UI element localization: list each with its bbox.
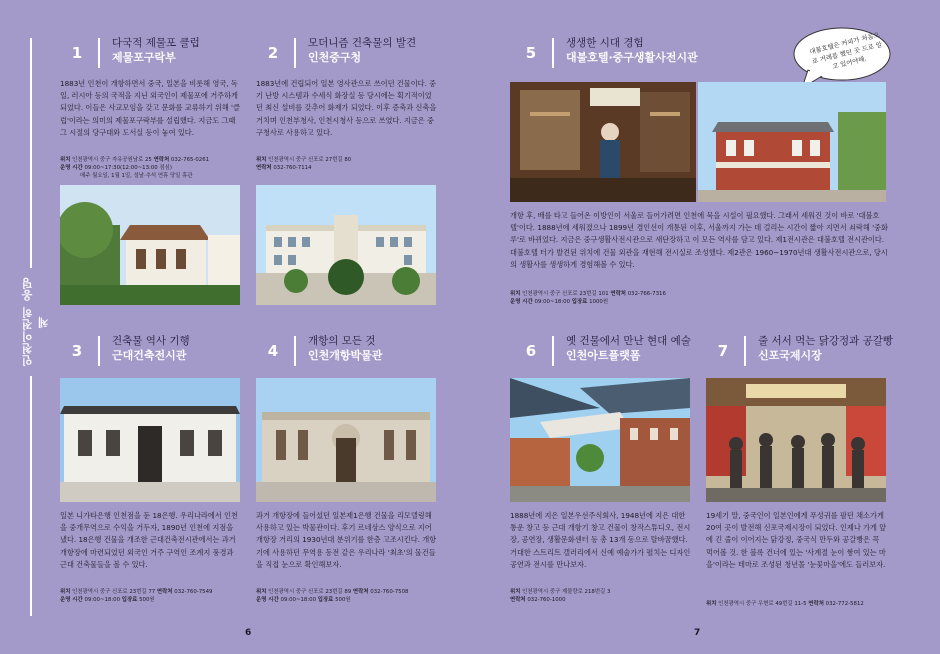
section-title: 대불호텔·중구생활사전시관 <box>566 51 698 64</box>
section-6-header <box>520 334 691 366</box>
section-number: 7 <box>717 342 729 360</box>
daebul-interior-photo <box>510 82 696 202</box>
section-subtitle: 다국적 제물포 클럽 <box>112 37 200 49</box>
section-subtitle: 줄 서서 먹는 닭강정과 공갈빵 <box>758 335 894 347</box>
section-2-body: 1883년에 건립되어 일본 영사관으로 쓰이던 건물이다. 중기 난방 시스템과 수세식 화장실 등 당시에는 획기적이었던 최신 설비를 갖추어 화제가 되었다. 이후 증축과 신축을 거치며 인천부청사, 인천시청사 등으로 쓰였다. 지금은 중구청사로 사용하고 있다. <box>256 79 437 137</box>
sidebar-rule-top <box>30 38 32 268</box>
section-2-info: 위치 인천광역시 중구 신포로 27번길 80 연락처 032-760-7114 <box>256 157 352 171</box>
section-title: 근대건축전시관 <box>112 349 187 362</box>
section-5-info: 위치 인천광역시 중구 신포로 23번길 101 연락처 032-766-7316 운영 시간 09:00~18:00 입장료 1000원 <box>510 291 666 305</box>
header-divider <box>98 336 100 366</box>
section-number: 4 <box>267 342 279 360</box>
section-7-body: 19세기 말, 중국인이 일본인에게 푸성귀를 팔던 채소가게 20여 곳이 발전해 신포국제시장이 되었다. 인제나 가게 앞에 긴 줄이 이어지는 닭강정, 중국식 만두와 공갈빵은 꼭 먹어볼 것. 한 블록 건너에 있는 '사계절 눈이 쌓여 있는 마을'이라는 테마로 조성된 청년몰 '눈꽃마을'에도 들러보자. <box>706 511 887 569</box>
jemulpo-club-photo <box>60 185 240 305</box>
page-number-left: 6 <box>245 628 252 638</box>
section-4-info: 위치 인천광역시 중구 신포로 23번길 89 연락처 032-760-7508 운영 시간 09:00~18:00 입장료 500원 <box>256 589 409 603</box>
header-divider <box>552 336 554 366</box>
section-7-info: 위치 인천광역시 중구 우현로 49번길 11-5 연락처 032-772-5812 <box>706 601 864 607</box>
section-title: 인천아트플랫폼 <box>566 349 641 362</box>
section-6-info: 위치 인천광역시 중구 제물량로 218번길 3 연락처 032-760-1000 <box>510 589 611 603</box>
section-number: 3 <box>71 342 83 360</box>
section-3-header <box>66 334 190 366</box>
section-number: 2 <box>267 44 279 62</box>
section-3-body: 일본 니가타은행 인천점을 둔 18은행. 우리나라에서 인천을 중개무역으로 수익을 거두자, 1890년 인천에 지점을 냈다. 18은행 건물을 개조한 근대건축전시관에서는 과거 개항장에 마련되었던 외국인 거주 구역인 조계지 풍경과 근대 건축물들을 볼 수 있다. <box>60 511 238 569</box>
section-2-header <box>262 36 416 68</box>
header-divider <box>552 38 554 68</box>
section-title: 제물포구락부 <box>112 51 176 64</box>
section-subtitle: 옛 건물에서 만난 현대 예술 <box>566 335 691 347</box>
junggu-office-photo <box>256 185 436 305</box>
header-divider <box>294 336 296 366</box>
section-5-header <box>520 36 698 68</box>
section-title: 인천중구청 <box>308 51 362 64</box>
section-title: 신포국제시장 <box>758 349 822 362</box>
architecture-hall-photo <box>60 378 240 502</box>
section-subtitle: 모더니즘 건축물의 발견 <box>308 37 417 49</box>
section-1-header <box>66 36 200 68</box>
section-number: 6 <box>525 342 537 360</box>
page-number-right: 7 <box>694 628 701 638</box>
header-divider <box>98 38 100 68</box>
section-6-body: 1888년에 지은 일본우선주식회사, 1948년에 지은 대한통운 창고 등 근대 개항기 창고 건물이 창작스튜디오, 전시장, 공연장, 생활문화센터 등 총 13개 동으로 탈바꿈했다. 거대한 스트리트 갤러리에서 신예 예술가가 펼치는 디자인 공연과 전시를 만나보자. <box>510 511 691 569</box>
section-number: 5 <box>525 44 537 62</box>
section-1-info: 위치 인천광역시 중구 자유공원남로 25 연락처 032-765-0261 운영 시간 09:00~17:30(12:00~13:00 점심) 매주 월요일, 1월 1일, 설날·추석 연휴 당일 휴관 <box>60 157 210 179</box>
sinpo-market-photo <box>706 378 886 502</box>
section-7-header <box>712 334 893 366</box>
section-5-body: 개항 후, 배를 타고 들어온 이방인이 서울로 들어가려면 인천에 묵을 시설이 필요했다. 그래서 세워진 것이 바로 '대불호텔'이다. 1888년에 세워졌으나 1899년 경인선이 개통된 이후, 서울까지 가는 데 걸리는 시간이 짧아 지면서 쇠락해 '중화루'로 바뀌었다. 지금은 중구생활사전시관으로 새단장하고 이 모든 역사를 담고 있다. 제1전시관은 대불호텔 전시관이다. 대불호텔 터가 발견된 위치에 건물 외관을 재현해 전시실로 조성했다. 제2관은 1960~1970년대 생활사전시관으로, 당시의 생활사를 생생하게 경험해볼 수 있다. <box>510 211 888 269</box>
sidebar-rule-bottom <box>30 376 32 616</box>
section-subtitle: 개항의 모든 것 <box>308 335 376 347</box>
sidebar-label: 인천이전히 옹덩체 <box>21 277 50 367</box>
section-subtitle: 생생한 시대 경험 <box>566 37 644 49</box>
speech-bubble-text: 대불호텔은 커피가 처음으로 거래를 했던 곳 드로 알고 있어야해. <box>808 30 883 71</box>
section-title: 인천개항박물관 <box>308 349 383 362</box>
section-number: 1 <box>71 44 83 62</box>
header-divider <box>744 336 746 366</box>
header-divider <box>294 38 296 68</box>
section-4-header <box>262 334 382 366</box>
port-museum-photo <box>256 378 436 502</box>
section-subtitle: 건축물 역사 기행 <box>112 335 190 347</box>
section-1-body: 1883년 인천이 개항하면서 중국, 일본을 비롯해 영국, 독일, 러시아 등의 국적을 지닌 외국인이 제물포에 거주하게 되었다. 이들은 사교모임을 갖고 문화를 교류하기 위해 '클럽'이라는 의미의 제물포구락부를 설립했다. 지금도 그때 그 시절의 당구대와 도서실 등이 놓여 있다. <box>60 79 240 137</box>
art-platform-photo <box>510 378 690 502</box>
section-3-info: 위치 인천광역시 중구 신포로 23번길 77 연락처 032-760-7549 운영 시간 09:00~18:00 입장료 500원 <box>60 589 213 603</box>
daebul-exterior-photo <box>698 82 886 202</box>
section-4-body: 과거 개항장에 들어섰던 일본제1은행 건물을 리모델링해 사용하고 있는 박물관이다. 후기 르네상스 양식으로 지어 개항장 거리의 1930년대 분위기를 한층 고조시킨다. 개항기에 사용하던 무역용 동전 같은 우리나라 '최초'의 물건들을 직접 눈으로 확인해보자. <box>256 511 437 569</box>
